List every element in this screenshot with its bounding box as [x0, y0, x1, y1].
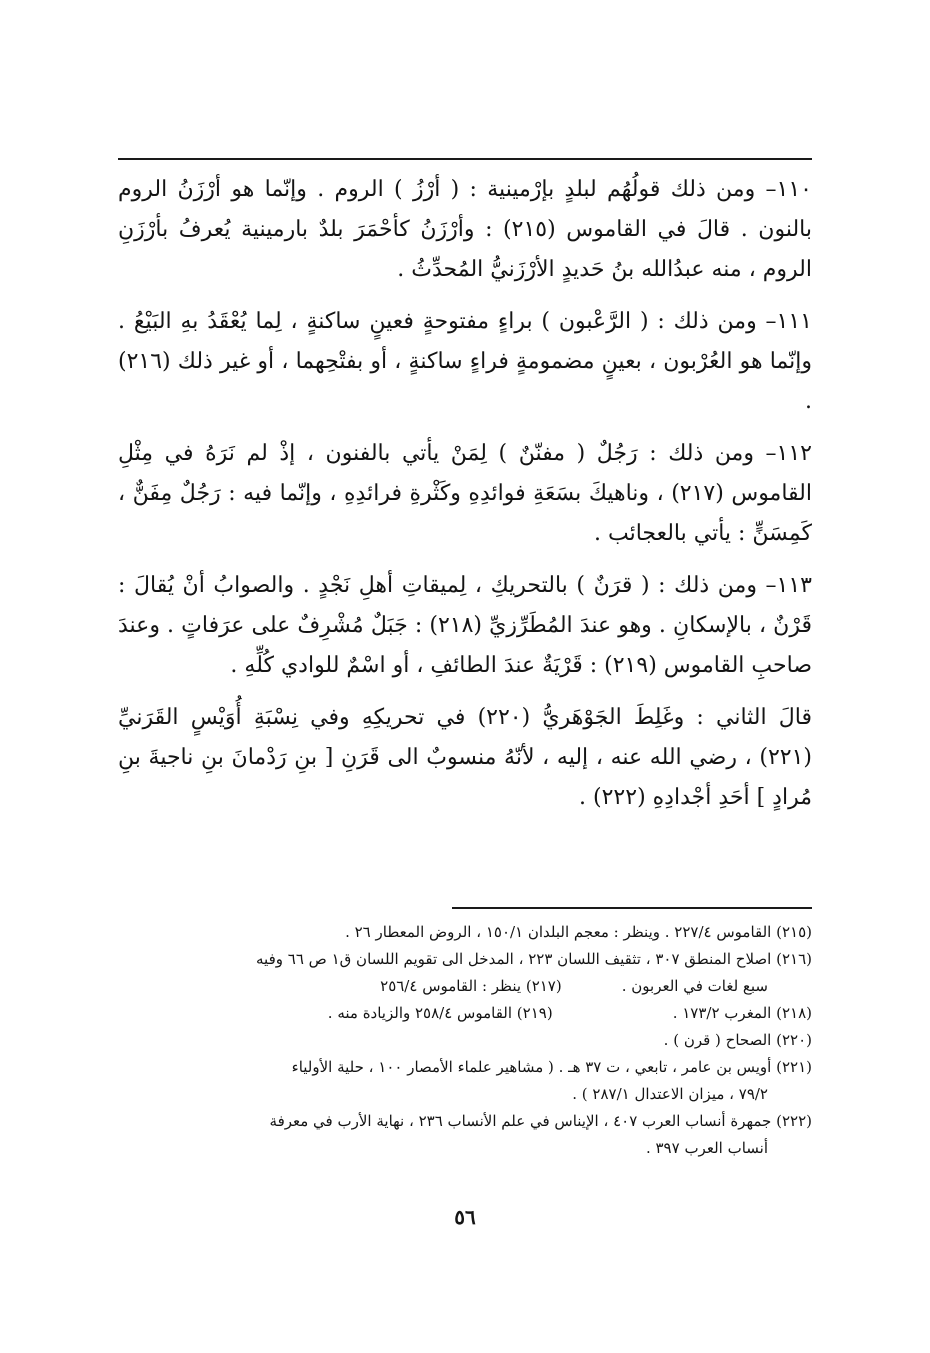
footnote-219: (٢١٩) القاموس ٢٥٨/٤ والزيادة منه .: [327, 1004, 553, 1022]
footnote-215: (٢١٥) القاموس ٢٢٧/٤ . وينظر : معجم البلدان ١٥٠/١ ، الروض المعطار ٢٦ .: [345, 923, 812, 941]
footnote-rule: [452, 907, 812, 909]
paragraph-111: ١١١– ومن ذلك : ( الرَّعْبون ) براءٍ مفتوحةٍ فعينٍ ساكنةٍ ، لِما يُعْقَدُ بهِ البَيْعُ . وإنّما هو العُرْبون ، بعينٍ مضمومةٍ فراءٍ ساكنةٍ ، أو بفتْحِهما ، أو غير ذلك (٢١٦) .: [118, 309, 812, 414]
top-rule: [118, 158, 812, 160]
footnote-221: (٢٢١) أويس بن عامر ، تابعي ، ت ٣٧ هـ . ( مشاهير علماء الأمصار ١٠٠ ، حلية الأولياء: [291, 1058, 812, 1076]
footnote-221-continuation: ٧٩/٢ ، ميزان الاعتدال ٢٨٧/١ ) .: [572, 1085, 768, 1103]
footnote-220: (٢٢٠) الصحاح ( قرن ) .: [663, 1031, 812, 1049]
main-text: [118, 170, 812, 830]
footnote-218-219-row: [118, 1001, 812, 1026]
paragraph-second-comment: قالَ الثاني : وغَلِطَ الجَوْهَريُّ (٢٢٠) في تحريكِهِ وفي نِسْبَةِ أُوَيْسٍ القَرَنيِّ (٢٢١) ، رضي الله عنه ، إليه ، لأنّهُ منسوبٌ الى قَرَنِ [ بنِ رَدْمانَ بنِ ناجيةَ بنِ مُرادٍ ] أحَدِ أجْدادِهِ (٢٢٢) .: [118, 705, 812, 810]
footnote-222-continuation: أنساب العرب ٣٩٧ .: [645, 1139, 768, 1157]
footnote-216-217-row: [118, 974, 812, 999]
paragraph-112: ١١٢– ومن ذلك : رَجُلٌ ( مفنّنٌ ) لِمَنْ يأتي بالفنون ، إذْ لم نَرَهُ في مِثْلِ القاموس (٢١٧) ، وناهيكَ بسَعَةِ فوائدِهِ وكَثْرةِ فرائدِهِ ، وإنّما فيه : رَجُلٌ مِفَنٌّ ، كَمِسَنٍّ : يأتي بالعجائب .: [118, 441, 812, 546]
footnote-216: (٢١٦) اصلاح المنطق ٣٠٧ ، تثقيف اللسان ٢٢٣ ، المدخل الى تقويم اللسان ق١ ص ٦٦ وفيه: [256, 950, 812, 968]
paragraph-110: ١١٠– ومن ذلك قولُهُم لبلدٍ بإرْمينية : ( أرْزُ ) الروم . وإنّما هو أرْزَنُ الروم بالنون . قالَ في القاموس (٢١٥) : وأرْزَنُ كأحْمَرَ بلدٌ بارمينية يُعرفُ بأرْزَنِ الروم ، منه عبدُالله بنُ حَديدٍ الأرْزَنيُّ المُحدِّثُ .: [118, 177, 812, 282]
page-number: ٥٦: [454, 1205, 476, 1229]
footnote-218: (٢١٨) المغرب ١٧٣/٢ .: [672, 1004, 812, 1022]
footnote-217: (٢١٧) ينظر : القاموس ٢٥٦/٤: [380, 977, 562, 995]
paragraph-113: ١١٣– ومن ذلك : ( قرَنٌ ) بالتحريكِ ، لِميقاتِ أهلِ نَجْدٍ . والصوابُ أنْ يُقالَ : قَرْنٌ ، بالإسكانِ . وهو عندَ المُطَرِّزيِّ (٢١٨) : جَبَلٌ مُشْرِفٌ على عرَفاتٍ . وعندَ صاحبِ القاموس (٢١٩) : قَرْيَةٌ عندَ الطائفِ ، أو اسْمٌ للوادي كُلِّهِ .: [118, 573, 812, 678]
footnotes: [118, 920, 812, 1163]
footnote-216-continuation: سبع لغات في العربون .: [621, 977, 768, 995]
footnote-222: (٢٢٢) جمهرة أنساب العرب ٤٠٧ ، الإيناس في علم الأنساب ٢٣٦ ، نهاية الأرب في معرفة: [269, 1112, 812, 1130]
